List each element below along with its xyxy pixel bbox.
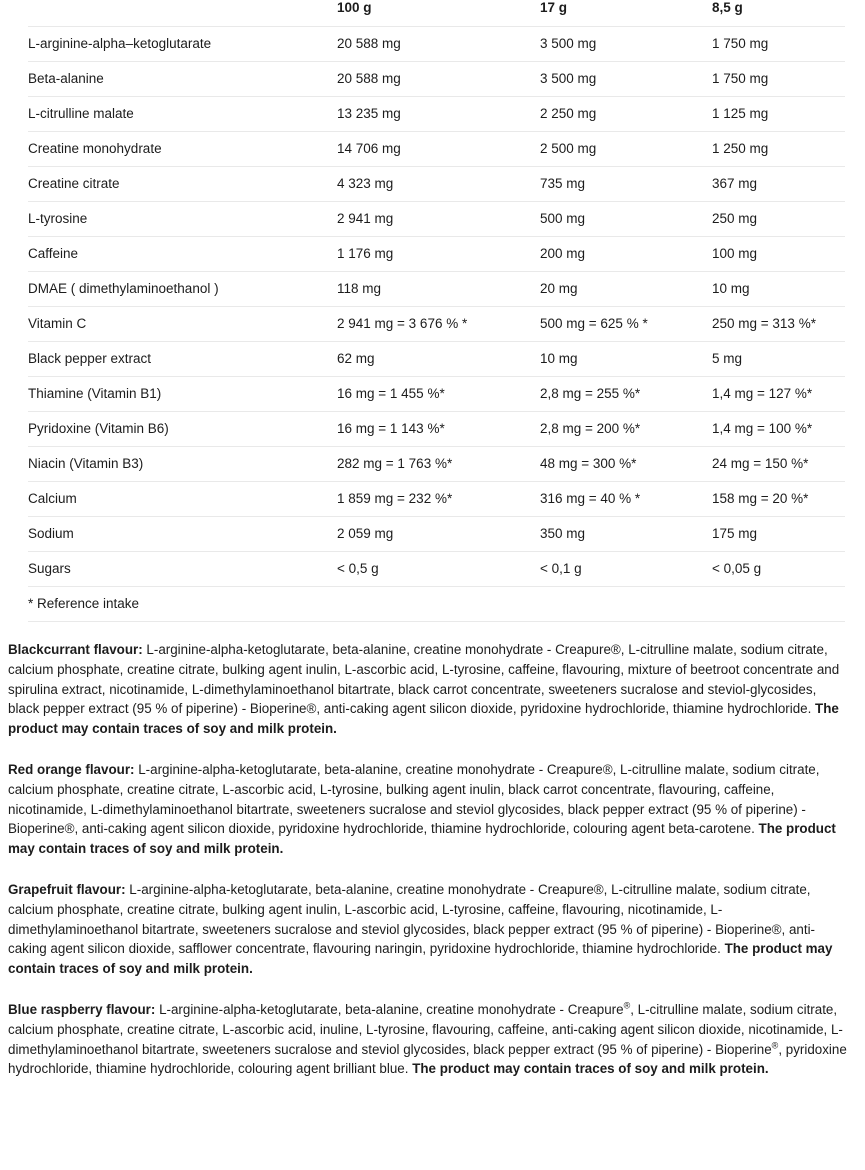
table-row [28, 167, 845, 202]
nutrient-name-cell: Pyridoxine (Vitamin B6) [28, 412, 337, 447]
nutrient-value-cell: 350 mg [540, 517, 712, 552]
nutrient-value-cell: 250 mg = 313 %* [712, 307, 845, 342]
nutrient-name-cell: L-tyrosine [28, 202, 337, 237]
nutrient-value-cell: 2,8 mg = 200 %* [540, 412, 712, 447]
flavour-ingredients: L-arginine-alpha-ketoglutarate, beta-alanine, creatine monohydrate - Creapure [155, 1001, 624, 1017]
nutrient-value-cell: 16 mg = 1 455 %* [337, 377, 540, 412]
table-row [28, 342, 845, 377]
nutrient-value-cell: 175 mg [712, 517, 845, 552]
flavour-ingredients-continued: , L-citrulline malate, sodium citrate, calcium phosphate, creatine citrate, L-ascorbic acid, inuline, L-tyrosine, flavouring, caffeine, anti-caking agent silicon dioxide, nicotinamide, L-dimethylaminoethanol bitartrate, sweeteners sucralose and steviol glycosides, black pepper extract (95 % of piperine) - Bioperine [8, 1001, 843, 1057]
nutrient-name-cell: Vitamin C [28, 307, 337, 342]
nutrient-name-cell: Creatine monohydrate [28, 132, 337, 167]
table-row [28, 447, 845, 482]
allergen-warning: The product may contain traces of soy and milk protein. [412, 1061, 769, 1077]
table-row [28, 307, 845, 342]
nutrient-value-cell: < 0,1 g [540, 552, 712, 587]
allergen-warning: The product may contain traces of soy and milk protein. [8, 701, 839, 737]
nutrient-value-cell: 48 mg = 300 %* [540, 447, 712, 482]
table-footnote-row [28, 587, 845, 622]
column-header-8-5g: 8,5 g [712, 0, 743, 15]
nutrient-value-cell: 14 706 mg [337, 132, 540, 167]
nutrient-value-cell: 316 mg = 40 % * [540, 482, 712, 517]
flavour-ingredients: L-arginine-alpha-ketoglutarate, beta-alanine, creatine monohydrate - Creapure®, L-citrulline malate, sodium citrate, calcium phosphate, creatine citrate, L-ascorbic acid, L-tyrosine, bulking agent inulin, black carrot concentrate, flavouring, caffeine, nicotinamide, L-dimethylaminoethanol bitartrate, sweeteners sucralose and steviol glycosides, black pepper extract (95 % of piperine) - Bioperine®, anti-caking agent silicon dioxide, pyridoxine hydrochloride, thiamine hydrochloride, colouring agent beta-carotene. [8, 761, 820, 837]
flavour-ingredient-list [0, 640, 865, 1079]
nutrient-value-cell: 2 941 mg [337, 202, 540, 237]
nutrient-value-cell: 10 mg [540, 342, 712, 377]
nutrient-value-cell: 4 323 mg [337, 167, 540, 202]
nutrient-value-cell: 250 mg [712, 202, 845, 237]
table-row [28, 202, 845, 237]
nutrient-name-cell: Sugars [28, 552, 337, 587]
nutrient-value-cell: 1 750 mg [712, 62, 845, 97]
nutrient-value-cell: 10 mg [712, 272, 845, 307]
reference-intake-footnote: * Reference intake [28, 587, 845, 622]
nutrient-value-cell: 13 235 mg [337, 97, 540, 132]
nutrient-value-cell: 24 mg = 150 %* [712, 447, 845, 482]
nutrient-value-cell: 1 176 mg [337, 237, 540, 272]
nutrient-value-cell: 367 mg [712, 167, 845, 202]
table-row [28, 482, 845, 517]
table-row [28, 377, 845, 412]
nutrient-name-cell: Beta-alanine [28, 62, 337, 97]
nutrient-value-cell: 500 mg = 625 % * [540, 307, 712, 342]
column-header-17g: 17 g [540, 0, 568, 15]
nutrient-value-cell: 20 mg [540, 272, 712, 307]
table-row [28, 237, 845, 272]
nutrient-value-cell: 1 750 mg [712, 27, 845, 62]
nutrient-value-cell: 2 059 mg [337, 517, 540, 552]
table-header [28, 0, 845, 27]
nutrient-value-cell: 3 500 mg [540, 62, 712, 97]
flavour-ingredients: L-arginine-alpha-ketoglutarate, beta-alanine, creatine monohydrate - Creapure®, L-citrulline malate, sodium citrate, calcium phosphate, creatine citrate, bulking agent inulin, L-ascorbic acid, L-tyrosine, caffeine, flavouring, mixture of beetroot concentrate and spirulina extract, nicotinamide, L-dimethylaminoethanol bitartrate, black carrot concentrate, sweeteners sucralose and steviol-glycosides, black pepper extract (95 % of piperine) - Bioperine®, anti-caking agent silicon dioxide, pyridoxine hydrochloride, thiamine hydrochloride. [8, 642, 840, 717]
nutrient-value-cell: 20 588 mg [337, 62, 540, 97]
nutrient-name-cell: Thiamine (Vitamin B1) [28, 377, 337, 412]
nutrient-value-cell: 118 mg [337, 272, 540, 307]
table-body [28, 27, 845, 622]
nutrient-value-cell: 1,4 mg = 100 %* [712, 412, 845, 447]
nutrient-value-cell: 16 mg = 1 143 %* [337, 412, 540, 447]
flavour-title: Red orange flavour: [8, 761, 135, 777]
nutrient-value-cell: 62 mg [337, 342, 540, 377]
nutrient-value-cell: 282 mg = 1 763 %* [337, 447, 540, 482]
nutrient-value-cell: 500 mg [540, 202, 712, 237]
nutrient-name-cell: DMAE ( dimethylaminoethanol ) [28, 272, 337, 307]
flavour-block [8, 640, 847, 739]
nutrient-value-cell: 200 mg [540, 237, 712, 272]
flavour-ingredients: L-arginine-alpha-ketoglutarate, beta-alanine, creatine monohydrate - Creapure®, L-citrulline malate, sodium citrate, calcium phosphate, creatine citrate, bulking agent inulin, L-ascorbic acid, L-tyrosine, caffeine, flavouring, nicotinamide, L-dimethylaminoethanol bitartrate, sweeteners sucralose and steviol glycosides, black pepper extract (95 % of piperine) - Bioperine®, anti-caking agent silicon dioxide, safflower concentrate, flavouring naringin, pyridoxine hydrochloride, thiamine hydrochloride. [8, 881, 816, 957]
nutrient-value-cell: 5 mg [712, 342, 845, 377]
nutrient-name-cell: Calcium [28, 482, 337, 517]
nutrient-value-cell: 1 250 mg [712, 132, 845, 167]
nutrient-value-cell: < 0,5 g [337, 552, 540, 587]
allergen-warning: The product may contain traces of soy and milk protein. [8, 821, 836, 857]
nutrient-name-cell: L-arginine-alpha–ketoglutarate [28, 27, 337, 62]
flavour-title: Blackcurrant flavour: [8, 642, 143, 657]
nutrient-value-cell: 2,8 mg = 255 %* [540, 377, 712, 412]
nutrient-value-cell: 3 500 mg [540, 27, 712, 62]
nutrient-name-cell: Sodium [28, 517, 337, 552]
flavour-block [8, 760, 847, 859]
nutrient-value-cell: < 0,05 g [712, 552, 845, 587]
table-row [28, 517, 845, 552]
table-row [28, 27, 845, 62]
table-row [28, 552, 845, 587]
nutrient-value-cell: 100 mg [712, 237, 845, 272]
table-header-row [28, 0, 845, 27]
table-row [28, 62, 845, 97]
nutrient-value-cell: 735 mg [540, 167, 712, 202]
nutrient-value-cell: 2 941 mg = 3 676 % * [337, 307, 540, 342]
nutrient-value-cell: 2 500 mg [540, 132, 712, 167]
allergen-warning: The product may contain traces of soy and milk protein. [8, 941, 833, 977]
nutrient-value-cell: 1 859 mg = 232 %* [337, 482, 540, 517]
nutrient-value-cell: 1 125 mg [712, 97, 845, 132]
table-row [28, 132, 845, 167]
nutrient-name-cell: Black pepper extract [28, 342, 337, 377]
table-row [28, 412, 845, 447]
flavour-ingredients-end: , pyridoxine hydrochloride, thiamine hydrochloride, colouring agent brilliant blue. [8, 1041, 847, 1077]
nutrient-name-cell: Caffeine [28, 237, 337, 272]
nutrition-table [28, 0, 845, 622]
nutrient-value-cell: 20 588 mg [337, 27, 540, 62]
nutrient-value-cell: 1,4 mg = 127 %* [712, 377, 845, 412]
flavour-title: Blue raspberry flavour: [8, 1001, 156, 1017]
nutrient-name-cell: L-citrulline malate [28, 97, 337, 132]
table-row [28, 272, 845, 307]
nutrient-value-cell: 2 250 mg [540, 97, 712, 132]
flavour-block [8, 880, 847, 979]
nutrient-name-cell: Creatine citrate [28, 167, 337, 202]
nutrient-value-cell: 158 mg = 20 %* [712, 482, 845, 517]
column-header-100g: 100 g [337, 0, 372, 15]
registered-trademark-icon: ® [623, 1000, 631, 1011]
flavour-block [8, 1000, 847, 1079]
registered-trademark-icon: ® [771, 1040, 779, 1051]
table-row [28, 97, 845, 132]
nutrient-name-cell: Niacin (Vitamin B3) [28, 447, 337, 482]
flavour-title: Grapefruit flavour: [8, 881, 126, 897]
column-header-nutrient [28, 0, 337, 27]
